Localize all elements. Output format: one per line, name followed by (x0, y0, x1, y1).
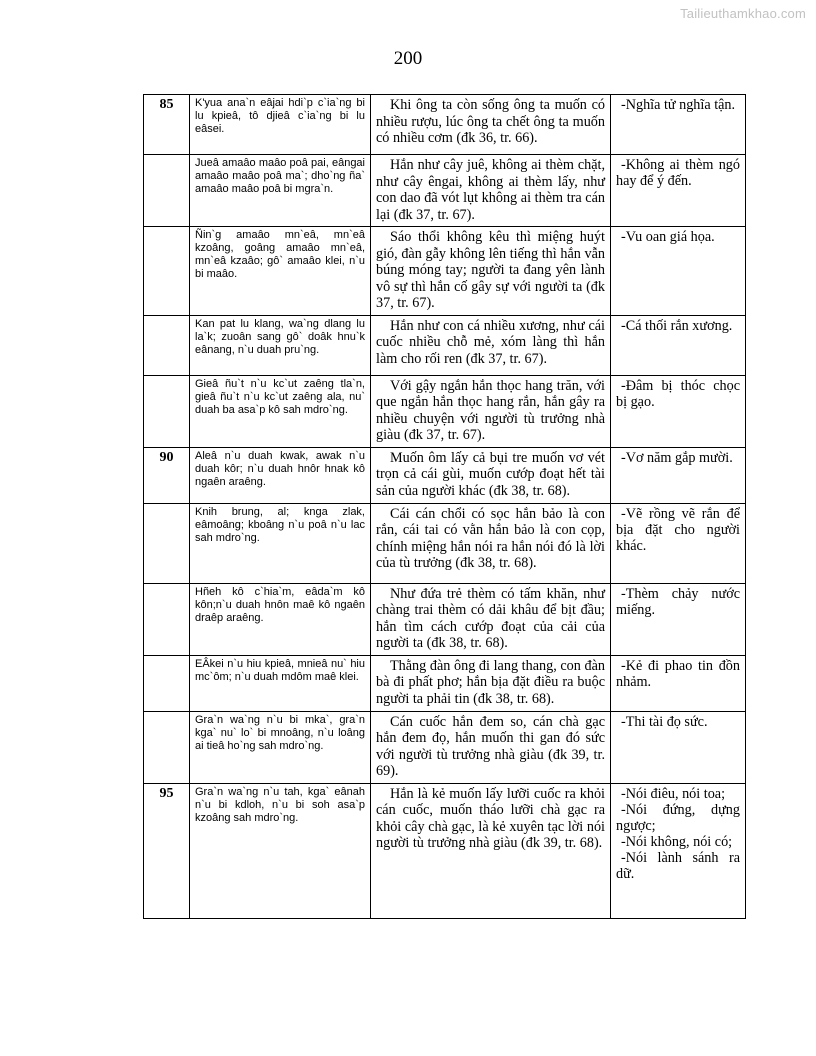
watermark: Tailieuthamkhao.com (680, 6, 806, 21)
meaning-text: -Đâm bị thóc chọc bị gạo. (616, 377, 740, 410)
meaning-text: -Thèm chảy nước miếng. (616, 585, 740, 618)
translation-text: Cái cán chổi có sọc hắn bảo là con rắn, cái tai có vằn hắn bảo là con cọp, chính miệng hắn nói ra hắn nói đó là lời của tù trưởng (đk 38, tr. 68). (371, 503, 611, 583)
meaning-cell (611, 447, 746, 503)
row-number (144, 655, 190, 711)
row-number (144, 155, 190, 227)
proverb-table (143, 94, 746, 919)
translation-text: Sáo thổi không kêu thì miệng huýt gió, đàn gẫy không lên tiếng thì hắn vẫn búng móng tay; người ta đang yên lành vô sự thì hắn cố gây sự với người ta (đk 37, tr. 67). (371, 227, 611, 316)
original-text: EÂkei n`u hiu kpieâ, mnieâ nu` hiu mc`ôm; n`u duah mdôm maê klei. (190, 655, 371, 711)
original-text: Gra`n wa`ng n`u bi mka`, gra`n kga` nu` lo` bi mnoâng, n`u loâng ai tieâ ho`ng sah mdro`ng. (190, 711, 371, 783)
meaning-text: -Nói lành sánh ra dữ. (616, 849, 740, 882)
meaning-text: -Nói đứng, dựng ngược; (616, 801, 740, 834)
table-row (144, 447, 746, 503)
row-number: 95 (144, 783, 190, 918)
row-number: 90 (144, 447, 190, 503)
original-text: Gra`n wa`ng n`u tah, kga` eânah n`u bi kdloh, n`u bi soh asa`p kzoâng sah mdro`ng. (190, 783, 371, 918)
translation-text: Như đứa trẻ thèm có tấm khăn, như chàng trai thèm có dải khâu để bịt đầu; hắn tìm cách cướp đoạt của cải của người ta (đk 38, tr. 68). (371, 583, 611, 655)
translation-text: Với gậy ngắn hắn thọc hang trăn, với que ngắn hắn thọc hang rắn, hắn gây ra nhiều chuyện với người tù trưởng nhà giàu (đk 37, tr. 67). (371, 375, 611, 447)
row-number (144, 503, 190, 583)
original-text: Gieâ ñu`t n`u kc`ut zaêng tla`n, gieâ ñu`t n`u kc`ut zaêng ala, nu` duah ba asa`p kô sah mdro`ng. (190, 375, 371, 447)
table-row (144, 503, 746, 583)
translation-text: Hắn như con cá nhiều xương, như cái cuốc nhiều chỗ mẻ, xóm làng thì hắn làm cho rối ren (đk 37, tr. 67). (371, 315, 611, 375)
meaning-cell (611, 583, 746, 655)
meaning-cell (611, 783, 746, 918)
meaning-text: -Nói không, nói có; (621, 833, 733, 850)
row-number (144, 227, 190, 316)
translation-text: Hắn là kẻ muốn lấy lưỡi cuốc ra khỏi cán cuốc, muốn tháo lưỡi chà gạc ra khỏi cây chà gạc, là kẻ xuyên tạc lời nói người tù trưởng nhà giàu (đk 39, tr. 68). (371, 783, 611, 918)
table-row (144, 155, 746, 227)
translation-text: Khi ông ta còn sống ông ta muốn có nhiều rượu, lúc ông ta chết ông ta muốn có nhiều cơm (đk 36, tr. 66). (371, 95, 611, 155)
table-row (144, 655, 746, 711)
meaning-cell (611, 95, 746, 155)
table-row (144, 375, 746, 447)
meaning-text: -Vơ năm gắp mười. (621, 449, 733, 466)
meaning-text: -Thi tài đọ sức. (621, 713, 708, 730)
meaning-text: -Không ai thèm ngó hay để ý đến. (616, 157, 740, 189)
row-number (144, 583, 190, 655)
original-text: Kan pat lu klang, wa`ng dlang lu la`k; zuoân sang gô` doâk hnu`k eânang, n`u duah pru`ng. (190, 315, 371, 375)
table-row (144, 315, 746, 375)
meaning-text: -Vu oan giá họa. (621, 229, 715, 245)
meaning-text: -Nghĩa tử nghĩa tận. (621, 97, 736, 113)
table-row (144, 95, 746, 155)
original-text: Aleâ n`u duah kwak, awak n`u duah kôr; n`u duah hnôr hnak kô ngaên araêng. (190, 447, 371, 503)
meaning-text: -Kẻ đi phao tin đồn nhảm. (616, 657, 740, 690)
meaning-text: -Vẽ rồng vẽ rắn để bịa đặt cho người khác. (616, 505, 740, 554)
page-number: 200 (393, 48, 423, 69)
translation-text: Cán cuốc hắn đem so, cán chà gạc hắn đem đọ, hắn muốn thi gan đó sức với người tù trưởng nhà giàu (đk 39, tr. 69). (371, 711, 611, 783)
meaning-text: -Cá thối rắn xương. (621, 317, 733, 334)
translation-text: Thằng đàn ông đi lang thang, con đàn bà đi phất phơ; hắn bịa đặt điều ra buộc người ta phải tin (đk 38, tr. 68). (371, 655, 611, 711)
original-text: Jueâ amaâo maâo poâ pai, eângai amaâo maâo poâ ma`; dho`ng ña` amaâo maâo poâ bi mgra`n. (190, 155, 371, 227)
meaning-cell (611, 711, 746, 783)
original-text: Ñin`g amaâo mn`eâ, mn`eâ kzoâng, goâng amaâo mn`eâ, mn`eâ kzaâo; gô` amaâo klei, n`u bi maâo. (190, 227, 371, 316)
translation-text: Muốn ôm lấy cả bụi tre muốn vơ vét trọn cả cái gùi, muốn cướp đoạt hết tài sản của người khác (đk 38, tr. 68). (371, 447, 611, 503)
row-number (144, 375, 190, 447)
meaning-cell (611, 227, 746, 316)
original-text: Knih brung, al; knga zlak, eâmoâng; kboâng n`u poâ n`u lac sah mdro`ng. (190, 503, 371, 583)
row-number: 85 (144, 95, 190, 155)
original-text: Hñeh kô c`hia`m, eâda`m kô kôn;n`u duah hnôn maê kô ngaên draêp araêng. (190, 583, 371, 655)
translation-text: Hắn như cây juê, không ai thèm chặt, như cây êngai, không ai thèm lấy, như con dao đã vót lụt không ai thèm tra cán lại (đk 37, tr. 67). (371, 155, 611, 227)
original-text: K'yua ana`n eâjai hdi`p c`ia`ng bi lu kpieâ, tô djieâ c`ia`ng bi lu eâsei. (190, 95, 371, 155)
meaning-cell (611, 655, 746, 711)
table-row (144, 711, 746, 783)
table-row (144, 227, 746, 316)
row-number (144, 315, 190, 375)
table-row (144, 583, 746, 655)
meaning-text: -Nói điêu, nói toa; (621, 785, 726, 802)
meaning-cell (611, 375, 746, 447)
row-number (144, 711, 190, 783)
meaning-cell (611, 155, 746, 227)
table-row (144, 783, 746, 918)
meaning-cell (611, 315, 746, 375)
meaning-cell (611, 503, 746, 583)
